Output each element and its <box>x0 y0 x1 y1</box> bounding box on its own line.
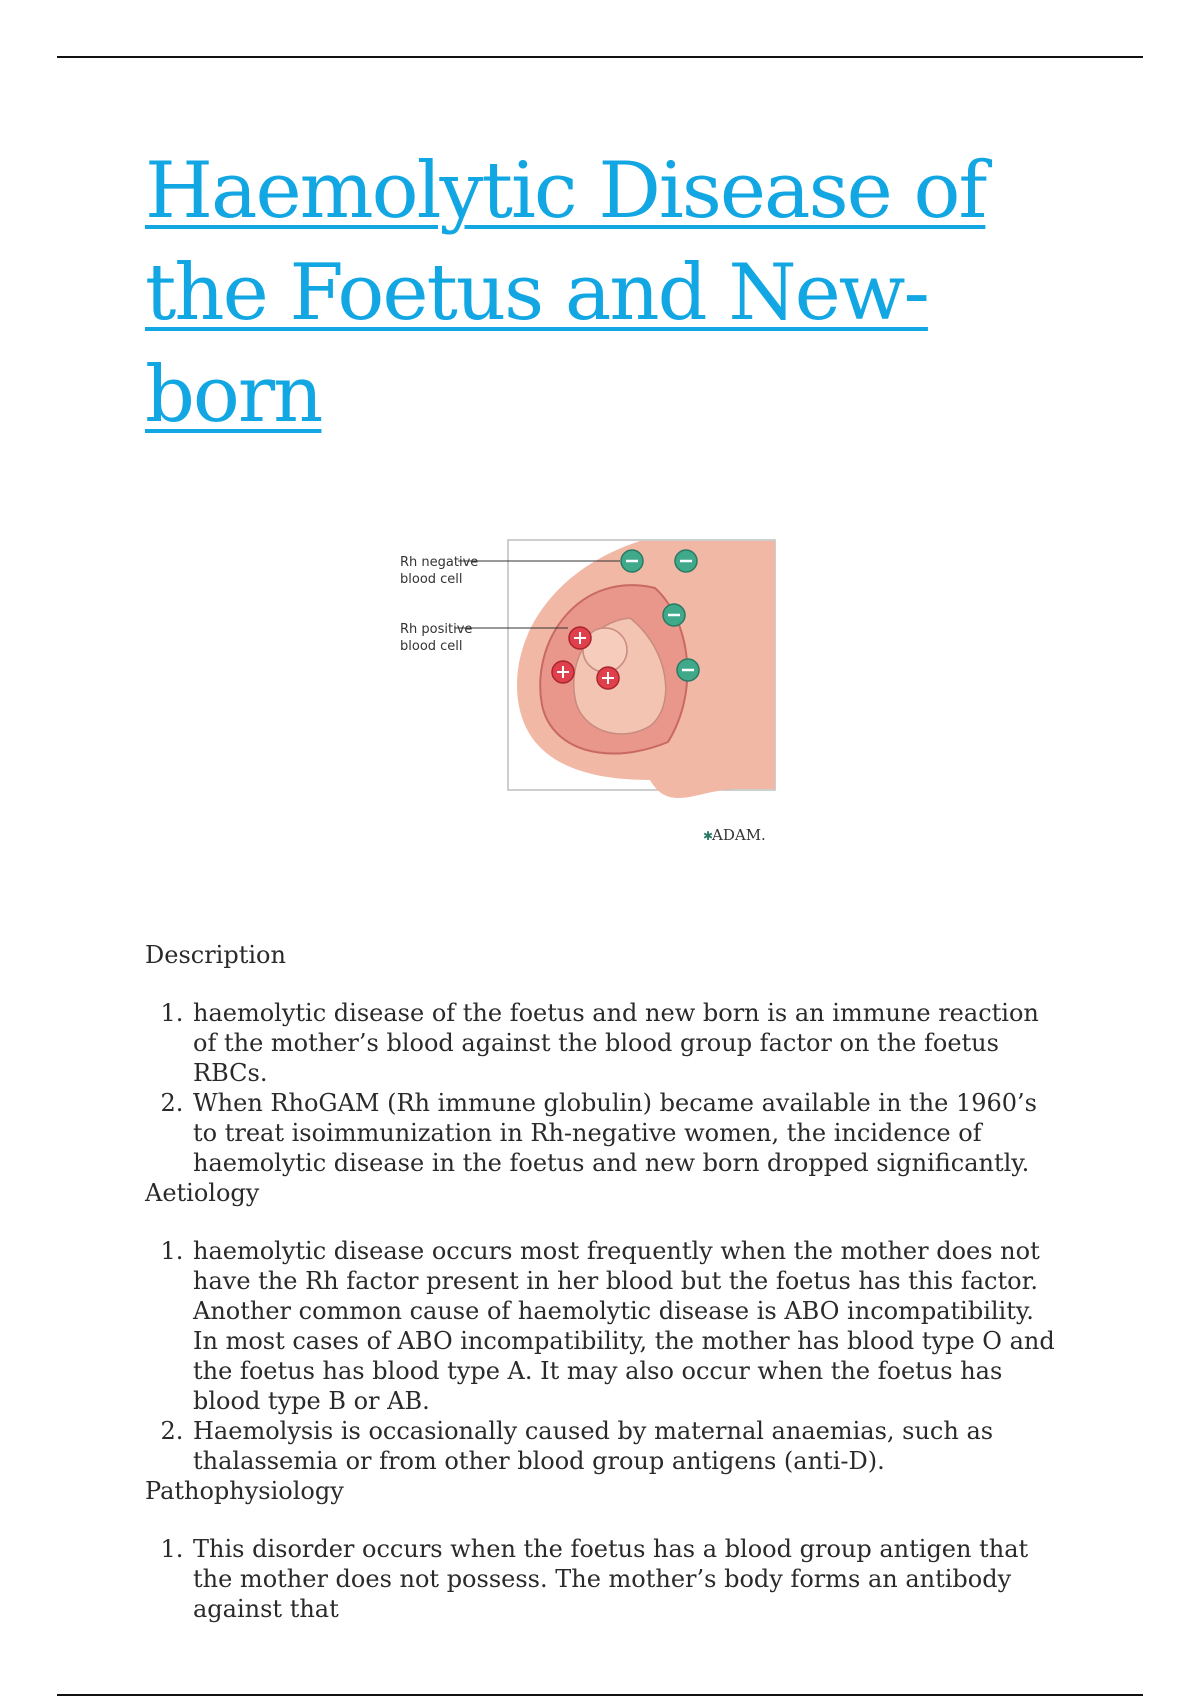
list-item: 1. haemolytic disease of the foetus and new born is an immune reaction of the mother’s blood against the blood group factor on the foetus RBCs. <box>191 998 1065 1088</box>
pathophysiology-list <box>145 1534 1065 1624</box>
list-item: 1. haemolytic disease occurs most frequently when the mother does not have the Rh factor present in her blood but the foetus has this factor. Another common cause of haemolytic disease is ABO incompatibility. In most cases of ABO incompatibility, the mother has blood type O and the foetus has blood type A. It may also occur when the foetus has blood type B or AB. <box>191 1236 1065 1416</box>
label-positive-2: blood cell <box>400 639 463 654</box>
list-item: 2. When RhoGAM (Rh immune globulin) became available in the 1960’s to treat isoimmunization in Rh-negative women, the incidence of haemolytic disease in the foetus and new born dropped significantly. <box>191 1088 1065 1178</box>
positive-cell <box>552 661 574 683</box>
list-item: 2. Haemolysis is occasionally caused by maternal anaemias, such as thalassemia or from other blood group antigens (anti-D). <box>191 1416 1065 1476</box>
label-negative-2: blood cell <box>400 572 463 587</box>
adam-logo-icon: ✱ <box>703 829 714 843</box>
heading-description: Description <box>145 941 286 969</box>
negative-cell <box>675 550 697 572</box>
label-positive-1: Rh positive <box>400 622 473 637</box>
aetiology-list <box>145 1236 1065 1476</box>
positive-cell <box>597 667 619 689</box>
page-title: Haemolytic Disease of the Foetus and New-born <box>145 146 986 440</box>
heading-aetiology: Aetiology <box>145 1179 260 1207</box>
rh-diagram <box>400 530 820 860</box>
rh-illustration <box>400 530 820 860</box>
document-body <box>145 940 1065 1624</box>
list-item: 1. This disorder occurs when the foetus has a blood group antigen that the mother does not possess. The mother’s body forms an antibody against that <box>191 1534 1065 1624</box>
adam-credit: ADAM. <box>712 826 766 844</box>
bottom-rule <box>57 1694 1143 1696</box>
top-rule <box>57 56 1143 58</box>
negative-cell <box>677 659 699 681</box>
label-negative-1: Rh negative <box>400 555 479 570</box>
description-list <box>145 998 1065 1178</box>
heading-pathophysiology: Pathophysiology <box>145 1477 344 1505</box>
negative-cell <box>621 550 643 572</box>
positive-cell <box>569 627 591 649</box>
negative-cell <box>663 604 685 626</box>
